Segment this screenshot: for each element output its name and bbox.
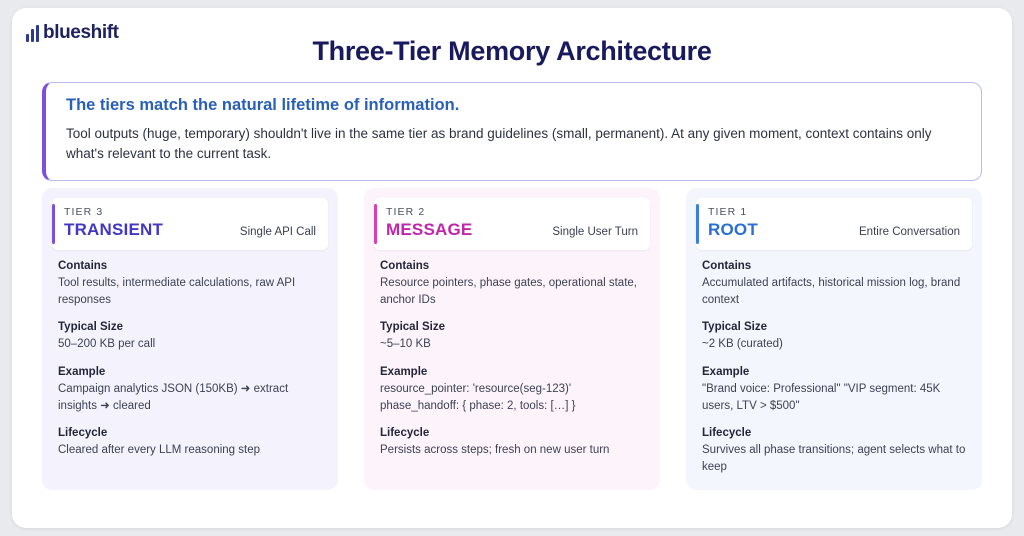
field-label: Typical Size [58,321,123,334]
tier-kicker: TIER 2 [386,206,426,218]
tier-card-header [374,198,650,250]
field-value: Campaign analytics JSON (150KB) ➜ extract insights ➜ cleared [58,383,289,412]
field-value: "Brand voice: Professional" "VIP segment: 45K users, LTV > $500" [702,383,941,412]
tier-card-transient [42,188,338,490]
field-value: Persists across steps; fresh on new user turn [380,444,610,457]
tier-kicker: TIER 3 [64,206,104,218]
tier-card-body [364,258,660,459]
tier-card-message [364,188,660,490]
tier-card-header [696,198,972,250]
field-typical-size [58,321,322,353]
field-contains [58,260,322,308]
callout-body: Tool outputs (huge, temporary) shouldn't live in the same tier as brand guidelines (small, permanent). At any given moment, context contains only what's relevant to the current task. [66,126,932,162]
field-value: resource_pointer: 'resource(seg-123)' phase_handoff: { phase: 2, tools: […] } [380,383,576,412]
field-contains [702,260,966,308]
tier-name: TRANSIENT [64,220,164,239]
field-value: Resource pointers, phase gates, operational state, anchor IDs [380,277,637,306]
field-label: Lifecycle [380,427,430,440]
tier-columns [42,188,982,490]
page-title: Three-Tier Memory Architecture [312,36,712,66]
field-value: Accumulated artifacts, historical mission log, brand context [702,277,961,306]
field-label: Example [380,366,428,379]
field-lifecycle [702,427,966,475]
field-label: Contains [58,260,108,272]
field-typical-size [702,321,966,353]
field-label: Example [702,366,750,379]
field-typical-size [380,321,644,353]
tier-card-root [686,188,982,490]
field-value: Tool results, intermediate calculations, raw API responses [58,277,296,306]
field-label: Typical Size [380,321,445,334]
tier-card-header [52,198,328,250]
field-value: ~2 KB (curated) [702,338,783,351]
field-contains [380,260,644,308]
field-label: Example [58,366,106,379]
tier-kicker: TIER 1 [708,206,748,218]
field-label: Contains [380,260,430,272]
field-label: Typical Size [702,321,767,334]
field-lifecycle [58,427,322,459]
field-example [702,366,966,414]
field-value: 50–200 KB per call [58,338,156,351]
callout-heading: The tiers match the natural lifetime of information. [66,96,460,114]
slide-canvas [12,8,1012,528]
tier-card-body [686,258,982,476]
tier-scope: Entire Conversation [859,226,960,238]
field-lifecycle [380,427,644,459]
field-example [58,366,322,414]
field-value: Cleared after every LLM reasoning step [58,444,260,457]
tier-name: ROOT [708,220,758,239]
tier-scope: Single User Turn [552,226,638,238]
tier-scope: Single API Call [239,226,316,238]
tier-card-body [42,258,338,459]
tier-name: MESSAGE [386,220,473,239]
field-example [380,366,644,414]
field-label: Contains [702,260,752,272]
callout-box [42,82,982,181]
brand-name: blueshift [43,22,119,43]
field-label: Lifecycle [702,427,752,440]
field-label: Lifecycle [58,427,108,440]
field-value: Survives all phase transitions; agent selects what to keep [702,444,966,474]
field-value: ~5–10 KB [380,338,431,351]
